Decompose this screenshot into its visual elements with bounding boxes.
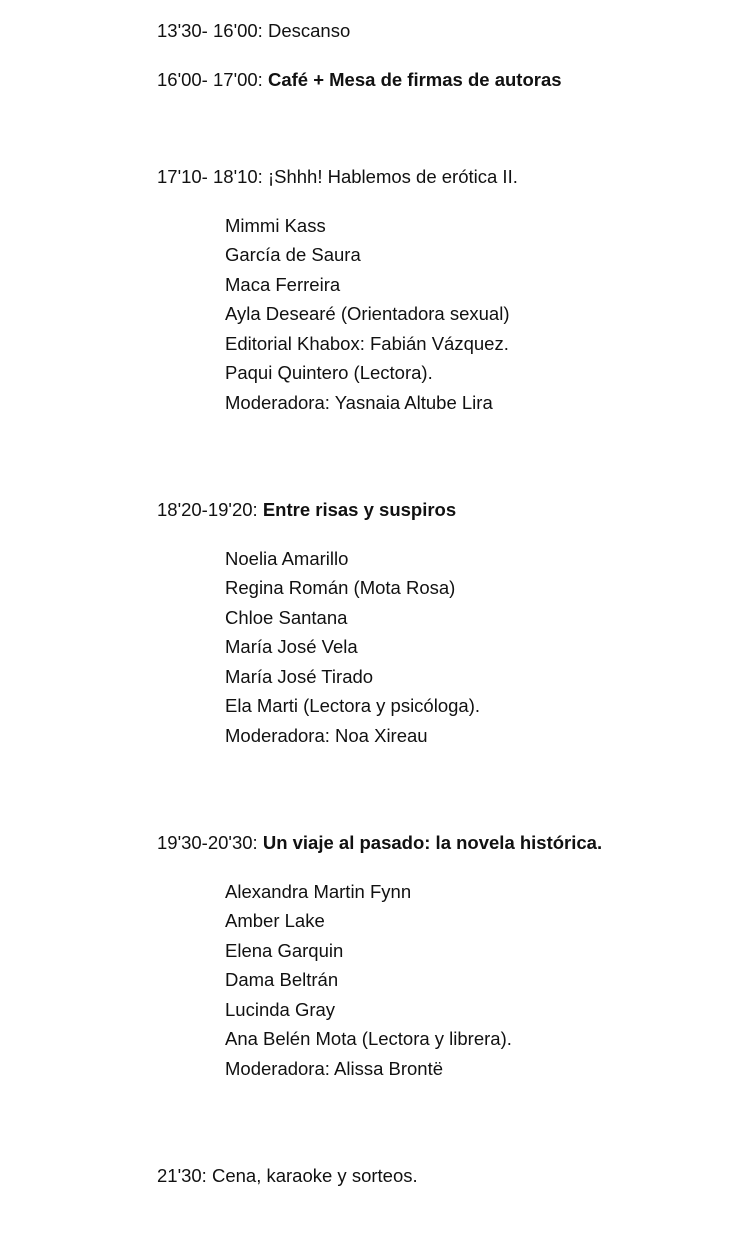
- participant: Amber Lake: [225, 910, 325, 931]
- participant: García de Saura: [225, 244, 361, 265]
- participant: Ana Belén Mota (Lectora y librera).: [225, 1028, 512, 1049]
- entry-title: Cena, karaoke y sorteos.: [211, 1165, 418, 1186]
- participant: Noelia Amarillo: [225, 548, 349, 569]
- entry-time: 16'00- 17'00:: [157, 69, 268, 90]
- schedule-entry-cafe: [157, 68, 562, 92]
- participant: Dama Beltrán: [225, 969, 339, 990]
- participant: Editorial Khabox: Fabián Vázquez.: [225, 333, 509, 354]
- entry-title: Entre risas y suspiros: [262, 499, 457, 520]
- entry-time: 18'20-19'20:: [157, 499, 263, 520]
- moderator: Moderadora: Alissa Brontë: [225, 1058, 444, 1079]
- participant: Ayla Desearé (Orientadora sexual): [225, 303, 510, 324]
- entry-title: Un viaje al pasado: la novela histórica.: [262, 832, 603, 853]
- entry-time: 19'30-20'30:: [157, 832, 263, 853]
- schedule-entry-descanso: [157, 19, 350, 43]
- participant: Elena Garquin: [225, 940, 344, 961]
- entry-time: 21'30:: [157, 1165, 212, 1186]
- schedule-entry-erotica: [157, 165, 518, 189]
- participant: Ela Marti (Lectora y psicóloga).: [225, 695, 480, 716]
- schedule-entry-cena: [157, 1164, 418, 1188]
- participant: Mimmi Kass: [225, 215, 326, 236]
- participant: Lucinda Gray: [225, 999, 336, 1020]
- entry-title: Café + Mesa de firmas de autoras: [267, 69, 562, 90]
- participant: María José Tirado: [225, 666, 374, 687]
- entry-title: Descanso: [267, 20, 351, 41]
- entry-title: ¡Shhh! Hablemos de erótica II.: [267, 166, 518, 187]
- participant: María José Vela: [225, 636, 358, 657]
- entry-time: 13'30- 16'00:: [157, 20, 268, 41]
- schedule-entry-historica: [157, 831, 602, 855]
- participant: Chloe Santana: [225, 607, 348, 628]
- moderator: Moderadora: Yasnaia Altube Lira: [225, 392, 493, 413]
- moderator: Moderadora: Noa Xireau: [225, 725, 428, 746]
- schedule-entry-risas: [157, 498, 456, 522]
- entry-time: 17'10- 18'10:: [157, 166, 268, 187]
- participant: Regina Román (Mota Rosa): [225, 577, 456, 598]
- participant: Paqui Quintero (Lectora).: [225, 362, 433, 383]
- participant: Maca Ferreira: [225, 274, 341, 295]
- participant: Alexandra Martin Fynn: [225, 881, 412, 902]
